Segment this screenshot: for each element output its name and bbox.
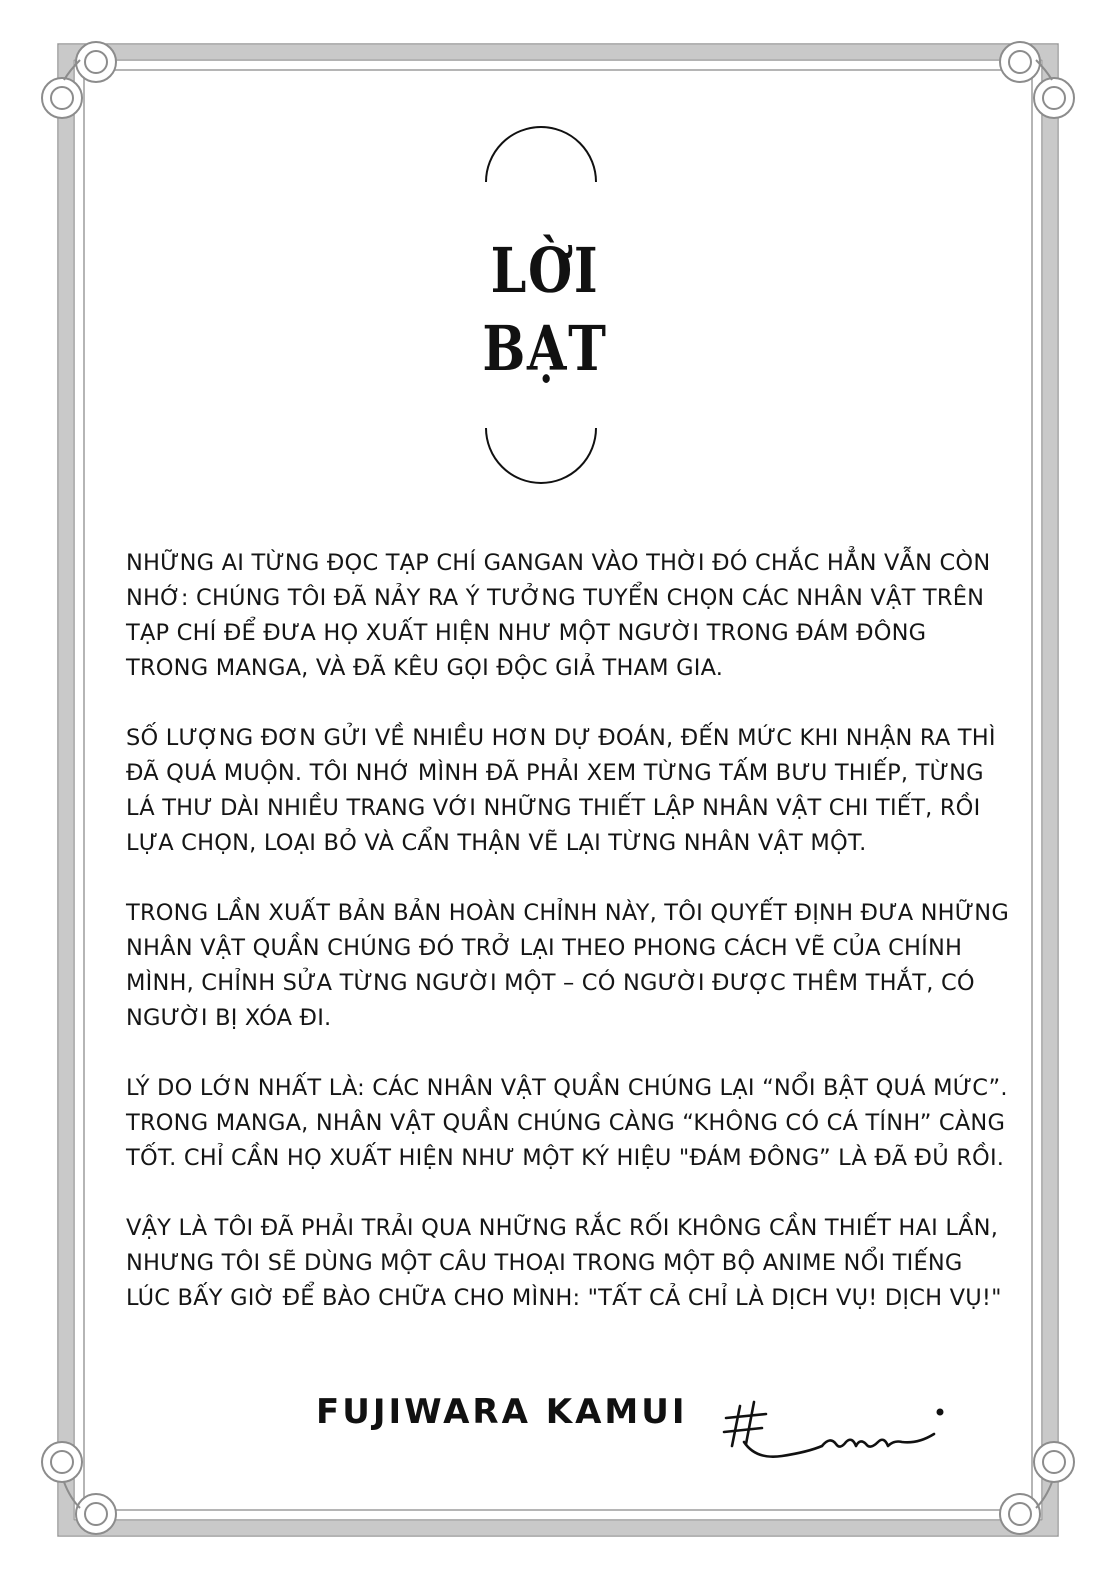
text-line: NHỚ: CHÚNG TÔI ĐÃ NẢY RA Ý TƯỞNG TUYỂN CHỌN CÁC NHÂN VẬT TRÊN: [126, 585, 985, 611]
text-line: SỐ LƯỢNG ĐƠN GỬI VỀ NHIỀU HƠN DỰ ĐOÁN, ĐẾN MỨC KHI NHẬN RA THÌ: [126, 725, 996, 751]
text-line: LỰA CHỌN, LOẠI BỎ VÀ CẨN THẬN VẼ LẠI TỪNG NHÂN VẬT MỘT.: [126, 830, 867, 856]
corner-scroll-bottom-right: [1000, 1442, 1074, 1534]
paragraph-1: [126, 546, 991, 686]
text-line: NHƯNG TÔI SẼ DÙNG MỘT CÂU THOẠI TRONG MỘT BỘ ANIME NỔI TIẾNG: [126, 1250, 963, 1276]
paragraph-2: [126, 721, 996, 861]
title-line-2: BẠT: [482, 312, 608, 385]
text-line: VẬY LÀ TÔI ĐÃ PHẢI TRẢI QUA NHỮNG RẮC RỐI KHÔNG CẦN THIẾT HAI LẦN,: [126, 1215, 999, 1241]
text-line: LÚC BẤY GIỜ ĐỂ BÀO CHỮA CHO MÌNH: "TẤT CẢ CHỈ LÀ DỊCH VỤ! DỊCH VỤ!": [126, 1285, 1002, 1311]
title-line-1: LỜI: [490, 234, 600, 307]
paragraph-4: [126, 1071, 1008, 1176]
afterword-body: [126, 546, 1009, 1351]
text-line: MÌNH, CHỈNH SỬA TỪNG NGƯỜI MỘT – CÓ NGƯỜI ĐƯỢC THÊM THẮT, CÓ: [126, 970, 975, 996]
text-line: TỐT. CHỈ CẦN HỌ XUẤT HIỆN NHƯ MỘT KÝ HIỆU "ĐÁM ĐÔNG” LÀ ĐÃ ĐỦ RỒI.: [126, 1145, 1005, 1171]
corner-scroll-top-right: [1000, 42, 1074, 118]
text-line: TẠP CHÍ ĐỂ ĐƯA HỌ XUẤT HIỆN NHƯ MỘT NGƯỜI TRONG ĐÁM ĐÔNG: [126, 620, 927, 646]
corner-scroll-top-left: [42, 42, 116, 118]
corner-scroll-bottom-left: [42, 1442, 116, 1534]
paragraph-3: [126, 896, 1009, 1036]
author-name: FUJIWARA KAMUI: [316, 1392, 688, 1432]
handwritten-signature: [722, 1398, 952, 1468]
text-line: NGƯỜI BỊ XÓA ĐI.: [126, 1005, 332, 1031]
title-arc-bottom: [482, 426, 600, 486]
text-line: LÝ DO LỚN NHẤT LÀ: CÁC NHÂN VẬT QUẦN CHÚNG LẠI “NỔI BẬT QUÁ MỨC”.: [126, 1075, 1008, 1101]
title-arc-top: [482, 124, 600, 184]
text-line: LÁ THƯ DÀI NHIỀU TRANG VỚI NHỮNG THIẾT LẬP NHÂN VẬT CHI TIẾT, RỒI: [126, 795, 981, 821]
text-line: TRONG MANGA, VÀ ĐÃ KÊU GỌI ĐỘC GIẢ THAM GIA.: [126, 655, 724, 681]
page-title: [400, 232, 690, 388]
text-line: ĐÃ QUÁ MUỘN. TÔI NHỚ MÌNH ĐÃ PHẢI XEM TỪNG TẤM BƯU THIẾP, TỪNG: [126, 760, 984, 786]
text-line: TRONG LẦN XUẤT BẢN BẢN HOÀN CHỈNH NÀY, TÔI QUYẾT ĐỊNH ĐƯA NHỮNG: [126, 900, 1009, 926]
paragraph-5: [126, 1211, 1002, 1316]
text-line: NHỮNG AI TỪNG ĐỌC TẠP CHÍ GANGAN VÀO THỜI ĐÓ CHẮC HẲN VẪN CÒN: [126, 550, 991, 576]
text-line: TRONG MANGA, NHÂN VẬT QUẦN CHÚNG CÀNG “KHÔNG CÓ CÁ TÍNH” CÀNG: [126, 1110, 1006, 1136]
text-line: NHÂN VẬT QUẦN CHÚNG ĐÓ TRỞ LẠI THEO PHONG CÁCH VẼ CỦA CHÍNH: [126, 935, 963, 961]
